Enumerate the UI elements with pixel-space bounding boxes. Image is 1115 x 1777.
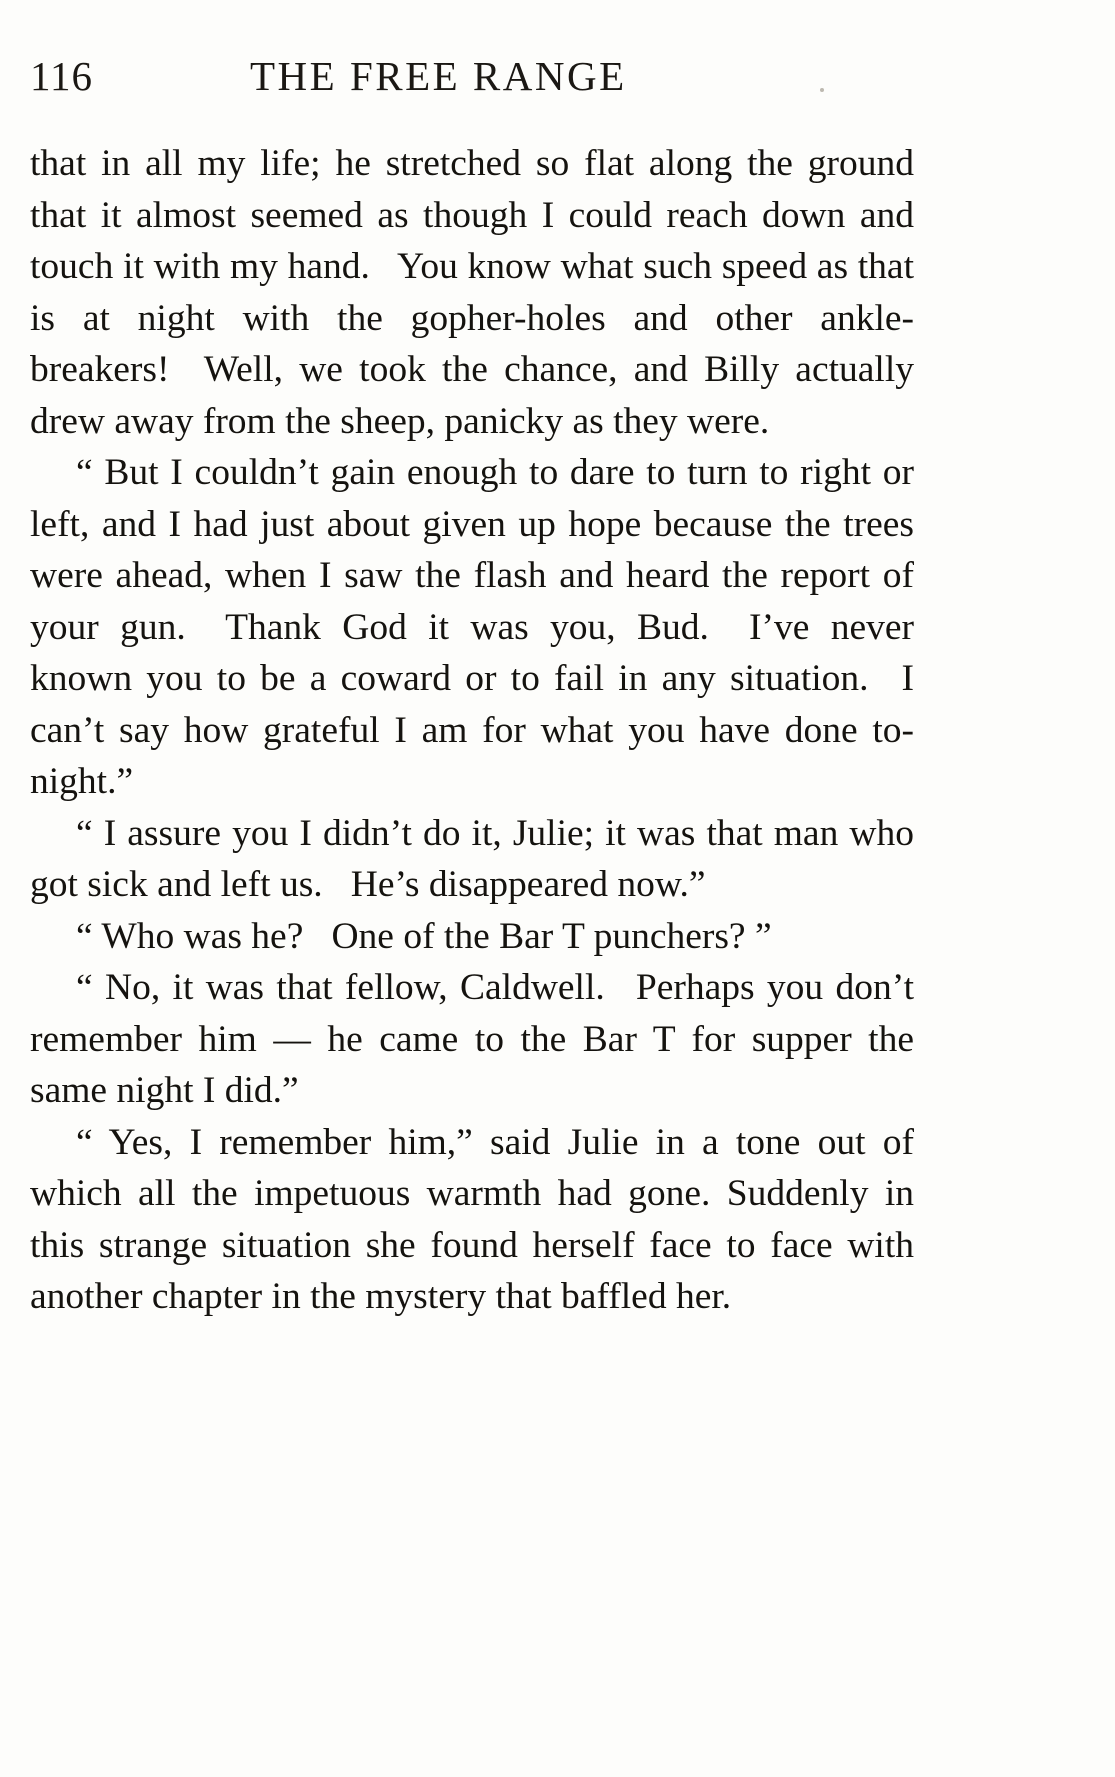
- paper-speck: [820, 88, 824, 92]
- running-head-title: THE FREE RANGE: [250, 53, 627, 99]
- paragraph: “ Yes, I remember him,” said Julie in a tone out of which all the impetuous warmth had gone. Suddenly in this strange situation she found herself face to face with another chapter in the mystery that baffled her.: [30, 1121, 914, 1317]
- paragraph: “ No, it was that fellow, Caldwell. Perhaps you don’t remember him — he came to the Bar T for supper the same night I did.”: [30, 967, 914, 1111]
- paragraph: “ But I couldn’t gain enough to dare to turn to right or left, and I had just about given up hope because the trees were ahead, when I saw the flash and heard the report of your gun. Thank God it was you, Bud. I’ve never known you to be a coward or to fail in any situation. I can’t say how grateful I am for what you have done to-night.”: [30, 452, 914, 802]
- page-number: 116: [30, 53, 93, 99]
- paragraph: that in all my life; he stretched so flat along the ground that it almost seemed as though I could reach down and touch it with my hand. You know what such speed as that is at night with the gopher-holes and other ankle-breakers! Well, we took the chance, and Billy actually drew away from the sheep, panicky as they were.: [30, 143, 914, 442]
- paragraph: “ Who was he? One of the Bar T punchers? ”: [76, 915, 772, 957]
- paragraph: “ I assure you I didn’t do it, Julie; it was that man who got sick and left us. He’s disappeared now.”: [30, 812, 914, 905]
- page-header: [0, 52, 1115, 114]
- page-body-text: [30, 138, 914, 1323]
